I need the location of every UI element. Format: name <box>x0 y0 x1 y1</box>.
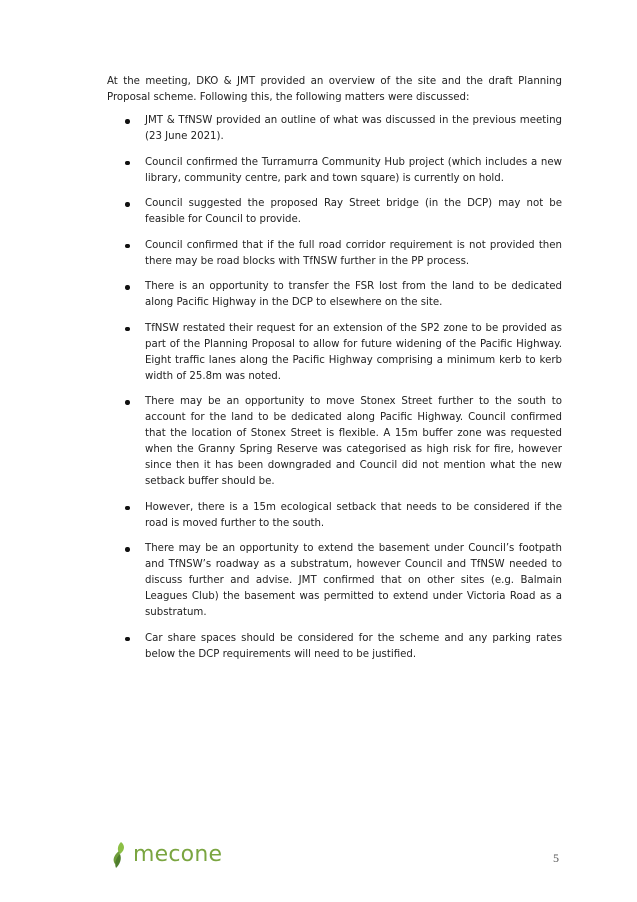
bullet-icon <box>125 506 130 511</box>
list-item-text: There may be an opportunity to move Stonex Street further to the south to account for the land to be dedicated along Pacific Highway. Council confirmed that the location of Stonex Street is flexible. A 15m buffer zone was requested when the Granny Spring Reserve was categorised as high risk for fire, however since then it has been downgraded and Council did not mention what the new setback buffer should be. <box>145 396 562 487</box>
bullet-icon <box>125 637 130 642</box>
mecone-logo <box>110 840 222 870</box>
bullet-icon <box>125 547 130 552</box>
list-item <box>107 155 562 187</box>
list-item <box>107 196 562 228</box>
list-item <box>107 500 562 532</box>
list-item <box>107 321 562 385</box>
list-item <box>107 394 562 490</box>
bullet-icon <box>125 119 130 124</box>
logo-text: mecone <box>133 842 223 867</box>
intro-paragraph: At the meeting, DKO & JMT provided an overview of the site and the draft Planning Proposal scheme. Following this, the following matters were discussed: <box>107 76 562 103</box>
list-item-text: Council suggested the proposed Ray Street bridge (in the DCP) may not be feasible for Council to provide. <box>145 198 562 225</box>
list-item-text: However, there is a 15m ecological setback that needs to be considered if the road is moved further to the south. <box>145 501 562 529</box>
list-item-text: JMT & TfNSW provided an outline of what was discussed in the previous meeting (23 June 2021). <box>145 115 562 142</box>
list-item-text: There may be an opportunity to extend the basement under Council’s footpath and TfNSW’s roadway as a substratum, however Council and TfNSW needed to discuss further and advise. JMT confirmed that on other sites (e.g. Balmain Leagues Club) the basement was permitted to extend under Victoria Road as a substratum. <box>145 543 562 618</box>
discussion-list <box>107 113 562 672</box>
bullet-icon <box>125 327 130 332</box>
list-item-text: TfNSW restated their request for an extension of the SP2 zone to be provided as part of the Planning Proposal to allow for future widening of the Pacific Highway. Eight traffic lanes along the Pacific Highway comprising a minimum kerb to kerb width of 25.8m was noted. <box>145 322 562 382</box>
list-item-text: Car share spaces should be considered for the scheme and any parking rates below the DCP requirements will need to be justified. <box>145 632 562 660</box>
bullet-icon <box>125 285 130 290</box>
list-item <box>107 541 562 621</box>
list-item-text: Council confirmed that if the full road corridor requirement is not provided then there may be road blocks with TfNSW further in the PP process. <box>145 239 562 267</box>
list-item-text: Council confirmed the Turramurra Community Hub project (which includes a new library, community centre, park and town square) is currently on hold. <box>145 156 562 184</box>
bullet-icon <box>125 161 130 166</box>
bullet-icon <box>125 202 130 207</box>
page-number: 5 <box>553 851 559 865</box>
list-item-text: There is an opportunity to transfer the FSR lost from the land to be dedicated along Pacific Highway in the DCP to elsewhere on the site. <box>145 281 562 308</box>
bullet-icon <box>125 400 130 405</box>
leaf-icon <box>110 841 130 869</box>
list-item <box>107 113 562 145</box>
list-item <box>107 238 562 270</box>
list-item <box>107 631 562 663</box>
bullet-icon <box>125 244 130 249</box>
list-item <box>107 279 562 311</box>
